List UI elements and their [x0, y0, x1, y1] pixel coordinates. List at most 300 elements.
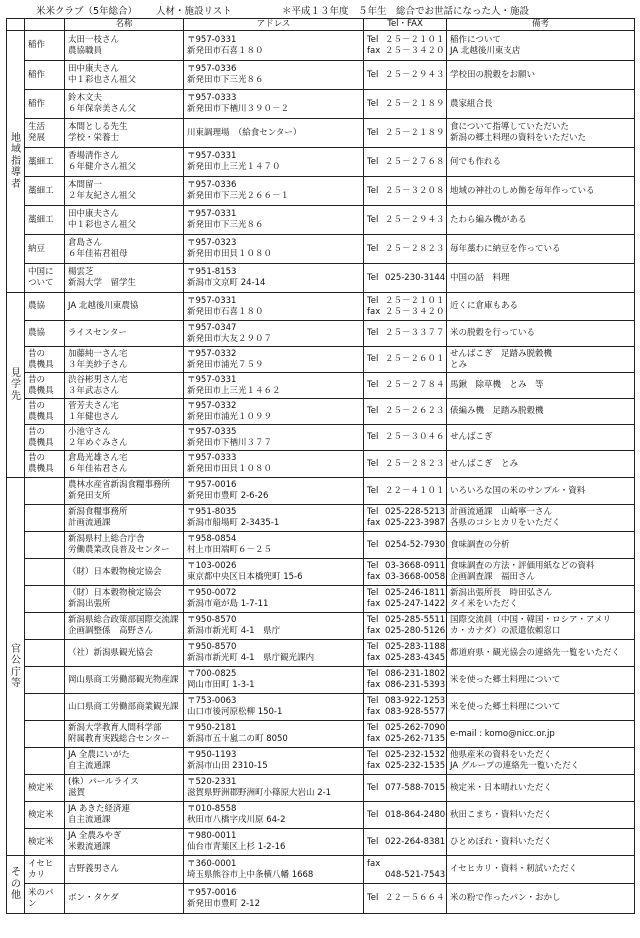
tel-prefix: Tel — [367, 380, 379, 391]
category-cell — [25, 31, 65, 61]
category-cell — [25, 884, 65, 914]
category-cell-line: 藁細工 — [28, 214, 54, 225]
header-note: ＊平成１３年度 ５年生 総合でお世話になった人・施設 — [282, 6, 530, 17]
address-cell-line: 〒951-8035 — [187, 507, 237, 518]
category-cell-line: 農機具 — [28, 464, 54, 474]
remarks-cell-line: 他県産米の資料をいただく — [450, 750, 553, 761]
category-cell — [25, 613, 65, 640]
fax-number: 025-280-5126 — [385, 626, 446, 636]
address-cell — [184, 802, 364, 829]
name-cell-line: JA 全農みやぎ — [68, 831, 122, 842]
fax-prefix: fax — [367, 761, 381, 771]
address-cell — [184, 148, 364, 177]
table-row — [7, 321, 635, 347]
tel-prefix: Tel — [367, 295, 379, 306]
address-cell — [184, 721, 364, 748]
category-cell — [25, 586, 65, 613]
name-cell — [65, 802, 184, 829]
category-cell — [25, 399, 65, 425]
category-cell-line: 昔の — [28, 453, 46, 464]
tel-fax-cell — [364, 264, 447, 293]
tel-number: 03-3668-0911 — [385, 561, 446, 572]
fax-number: 025-247-1422 — [385, 599, 446, 609]
address-cell — [184, 532, 364, 559]
address-cell-line: 東京都中央区日本橋兜町 15-6 — [187, 572, 303, 582]
name-cell-line: 学校・栄養士 — [68, 133, 120, 143]
name-cell-line: 附属教育実践総合センター — [68, 734, 170, 744]
fax-line — [367, 572, 446, 583]
address-cell — [184, 775, 364, 802]
tel-fax-cell — [364, 451, 447, 478]
category-cell-line: 発展 — [28, 133, 46, 143]
name-cell — [65, 694, 184, 721]
table-header-row — [7, 19, 635, 31]
name-cell — [65, 61, 184, 90]
remarks-cell-line: せんばこぎ — [450, 432, 493, 443]
name-cell-line: ３年美紗子さん — [68, 359, 128, 370]
address-cell-line: 〒753-0063 — [187, 696, 237, 707]
category-cell — [25, 640, 65, 667]
fax-number: 025-232-1535 — [385, 761, 446, 771]
remarks-cell — [447, 667, 635, 694]
address-cell — [184, 425, 364, 451]
category-cell-line: 農機具 — [28, 385, 54, 396]
category-cell — [25, 235, 65, 264]
fax-number: 025-283-4345 — [385, 653, 446, 663]
remarks-cell — [447, 293, 635, 321]
remarks-cell — [447, 399, 635, 425]
name-cell-line: 小池守さん — [68, 426, 111, 437]
category-cell — [25, 90, 65, 119]
col-header-name: 名称 — [65, 19, 184, 31]
tel-prefix: Tel — [367, 750, 379, 761]
remarks-cell-line: せんばこぎ とみ — [450, 458, 519, 469]
name-cell-line: 中１彩也さん祖父 — [68, 75, 137, 85]
fax-prefix: fax — [367, 734, 381, 744]
address-cell — [184, 347, 364, 373]
tel-fax-cell — [364, 425, 447, 451]
remarks-cell-line: ひとめぼれ・資料いただく — [450, 836, 553, 847]
tel-number: ２５－２７６８ — [385, 156, 445, 167]
tel-prefix: Tel — [367, 156, 379, 167]
tel-fax-cell — [364, 721, 447, 748]
address-cell — [184, 559, 364, 586]
fax-line — [367, 680, 446, 691]
group-label — [7, 478, 25, 856]
name-cell — [65, 399, 184, 425]
tel-line — [367, 296, 443, 307]
address-cell-line: 新潟市船場町 2-3435-1 — [187, 518, 280, 528]
remarks-cell — [447, 206, 635, 235]
remarks-cell — [447, 829, 635, 856]
remarks-cell — [447, 90, 635, 119]
name-cell-line: 菅芳夫さん宅 — [68, 400, 120, 411]
tel-prefix: Tel — [367, 69, 379, 80]
name-cell-line: １年健也さん — [68, 411, 120, 422]
address-cell — [184, 748, 364, 775]
fax-number: 083-928-5577 — [385, 707, 446, 717]
address-cell-line: 新発田市田貝１０８０ — [187, 249, 273, 259]
remarks-cell-line: いろいろな国の米のサンプル・資料 — [450, 485, 586, 496]
tel-fax-cell — [364, 613, 447, 640]
remarks-cell — [447, 425, 635, 451]
address-cell-line: 〒957-0333 — [187, 93, 237, 104]
tel-prefix: Tel — [367, 485, 379, 496]
remarks-cell — [447, 347, 635, 373]
tel-prefix: Tel — [367, 328, 379, 339]
tel-number: 022-264-8381 — [385, 836, 446, 847]
name-cell — [65, 721, 184, 748]
name-cell — [65, 586, 184, 613]
tel-number: ２２－４１０１ — [385, 485, 445, 496]
address-cell-line: 新潟市山田 2310-15 — [187, 761, 268, 771]
remarks-cell-line: 国際交流員（中国・韓国・ロシア・アメリ — [450, 615, 611, 626]
table-row — [7, 694, 635, 721]
tel-fax-cell — [364, 321, 447, 347]
address-cell — [184, 373, 364, 399]
name-cell-line: 自主流通課 — [68, 815, 111, 825]
category-cell-line: 昔の — [28, 400, 46, 411]
tel-fax-cell — [364, 206, 447, 235]
remarks-cell — [447, 321, 635, 347]
tel-line — [367, 539, 446, 551]
tel-prefix: fax — [367, 858, 381, 869]
tel-fax-cell — [364, 235, 447, 264]
tel-number: 077-588-7015 — [385, 782, 446, 793]
tel-line — [367, 669, 446, 680]
name-cell — [65, 478, 184, 505]
tel-line — [367, 507, 446, 518]
tel-prefix: Tel — [367, 642, 379, 653]
table-row — [7, 31, 635, 61]
table-row — [7, 586, 635, 613]
tel-prefix: Tel — [367, 432, 379, 443]
table-row — [7, 293, 635, 321]
tel-fax-cell — [364, 748, 447, 775]
tel-line — [367, 328, 443, 339]
name-cell — [65, 559, 184, 586]
category-cell — [25, 748, 65, 775]
tel-fax-cell — [364, 31, 447, 61]
address-cell-line: 〒957-0323 — [187, 238, 237, 249]
name-cell — [65, 90, 184, 119]
address-cell-line: 〒957-0331 — [187, 295, 237, 306]
tel-prefix: Tel — [367, 98, 379, 109]
category-cell — [25, 425, 65, 451]
tel-number: 025-230-3144 — [385, 272, 446, 283]
fax-prefix: fax — [367, 626, 381, 636]
remarks-cell-line: 米の脱穀を行っている — [450, 328, 536, 339]
remarks-cell-line: タイ米をいただく — [450, 599, 518, 609]
table-row — [7, 613, 635, 640]
category-cell — [25, 694, 65, 721]
name-cell — [65, 31, 184, 61]
table-row — [7, 148, 635, 177]
name-cell-line: ２年めぐみさん — [68, 437, 128, 448]
tel-line — [367, 696, 446, 707]
group-label — [7, 293, 25, 478]
name-cell-line: 企画調整係 高野さん — [68, 626, 154, 636]
tel-prefix: Tel — [367, 782, 379, 793]
address-cell-line: 〒520-2331 — [187, 777, 237, 788]
name-cell-line: ６年佳祐君さん — [68, 464, 128, 474]
address-cell-line: 〒951-8153 — [187, 267, 237, 278]
name-cell — [65, 148, 184, 177]
address-cell-line: 〒950-2181 — [187, 723, 237, 734]
group-label-text: その他 — [11, 867, 21, 902]
tel-prefix: Tel — [367, 272, 379, 283]
tel-number: ２５－２９４３ — [385, 214, 445, 225]
table-row — [7, 425, 635, 451]
remarks-cell — [447, 532, 635, 559]
tel-number: ２５－２６０１ — [385, 354, 445, 365]
tel-prefix: Tel — [367, 406, 379, 417]
tel-number: 025-246-1811 — [385, 588, 446, 599]
fax-prefix: fax — [367, 45, 381, 56]
fax-number: 025-262-7135 — [385, 734, 446, 744]
tel-number: ２２－５６６４ — [385, 893, 445, 904]
address-cell-line: 〒957-0016 — [187, 480, 237, 491]
tel-line — [367, 486, 443, 497]
name-cell-line: 香場清作さん — [68, 151, 120, 162]
tel-number: 025-285-5511 — [385, 615, 446, 626]
name-cell — [65, 532, 184, 559]
remarks-cell — [447, 61, 635, 90]
name-cell-line: 新潟食糧事務所 — [68, 507, 128, 518]
table-row — [7, 559, 635, 586]
address-cell — [184, 478, 364, 505]
address-cell-line: 岡山市田町 1-3-1 — [187, 680, 255, 690]
tel-fax-cell — [364, 884, 447, 914]
address-cell-line: 〒950-1193 — [187, 750, 237, 761]
remarks-cell-line: カ・カナダ）の派遣依頼窓口 — [450, 626, 561, 636]
tel-prefix: Tel — [367, 539, 379, 550]
name-cell-line: 加藤純一さん宅 — [68, 348, 128, 359]
category-cell-line: 検定米 — [28, 836, 54, 847]
address-cell-line: 〒957-0331 — [187, 374, 237, 385]
address-cell-line: 〒957-0331 — [187, 34, 237, 45]
remarks-cell — [447, 884, 635, 914]
name-cell-line: 新発田支所 — [68, 491, 111, 501]
address-cell-line: 新発田市大友２９０７ — [187, 333, 273, 344]
category-cell-line: 昔の — [28, 348, 46, 359]
table-body — [7, 31, 635, 914]
remarks-cell — [447, 640, 635, 667]
tel-number: 025-262-7090 — [385, 723, 446, 734]
table-row — [7, 90, 635, 119]
name-cell — [65, 206, 184, 235]
name-cell — [65, 293, 184, 321]
name-cell-line: ボン・タケダ — [68, 893, 119, 904]
fax-number: 03-3668-0058 — [385, 572, 446, 582]
name-cell-line: ６年佳祐君祖母 — [68, 249, 128, 259]
name-cell — [65, 373, 184, 399]
tel-fax-cell — [364, 90, 447, 119]
header-list-name: 人材・施設リスト — [156, 6, 232, 17]
name-cell-line: JA 北越後川東農協 — [68, 301, 139, 312]
tel-line — [367, 615, 446, 626]
table-row — [7, 856, 635, 884]
tel-number: ２５－２１０１ — [385, 295, 445, 306]
tel-number: ２５－２１８９ — [385, 98, 445, 109]
col-header-type — [25, 19, 65, 31]
remarks-cell-line: 都道府県・観光協会の連絡先一覧をいただく — [450, 647, 621, 658]
address-cell-line: 〒957-0332 — [187, 400, 237, 411]
remarks-cell — [447, 31, 635, 61]
address-cell-line: 新発田市豊町 2-12 — [187, 898, 260, 909]
address-cell — [184, 856, 364, 884]
table-row — [7, 264, 635, 293]
address-cell-line: 〒957-0347 — [187, 322, 237, 333]
table-row — [7, 451, 635, 478]
tel-line — [367, 782, 446, 794]
category-cell — [25, 721, 65, 748]
address-cell — [184, 119, 364, 148]
group-label-text: 見学先 — [11, 367, 21, 402]
remarks-cell — [447, 235, 635, 264]
tel-number: ２５－３０４６ — [385, 432, 445, 443]
name-cell-line: ６年健介さん祖父 — [68, 162, 137, 172]
remarks-cell — [447, 264, 635, 293]
category-cell — [25, 856, 65, 884]
fax-prefix: fax — [367, 572, 381, 582]
category-cell — [25, 119, 65, 148]
tel-line — [367, 893, 443, 904]
category-cell-line: 検定米 — [28, 782, 54, 793]
table-row — [7, 177, 635, 206]
tel-number: 025-283-1188 — [385, 642, 446, 653]
name-cell-line: ２年友紀さん祖父 — [68, 191, 137, 201]
remarks-cell-line: 米の粉で作ったパン・おかし — [450, 893, 561, 904]
remarks-cell-line: 米を使った郷土料理について — [450, 701, 561, 712]
remarks-cell — [447, 505, 635, 532]
category-cell — [25, 505, 65, 532]
name-cell-line: 新潟出張所 — [68, 599, 111, 609]
remarks-cell — [447, 478, 635, 505]
tel-number: ２５－２７８４ — [385, 380, 445, 391]
tel-line — [367, 406, 443, 417]
name-cell-line: 中１彩也さん祖父 — [68, 220, 137, 230]
address-cell-line: 新発田市石喜１８０ — [187, 306, 264, 317]
category-cell — [25, 775, 65, 802]
address-cell-line: 仙台市青葉区上杉 1-2-16 — [187, 842, 286, 852]
address-cell — [184, 31, 364, 61]
address-cell-line: 〒980-0011 — [187, 831, 237, 842]
address-cell-line: 川東調理場 （給食センター） — [187, 127, 302, 138]
address-cell-line: 山口市後河原松柳 150-1 — [187, 707, 283, 717]
tel-prefix: Tel — [367, 243, 379, 254]
remarks-cell — [447, 856, 635, 884]
tel-number: ２５－２８２３ — [385, 243, 445, 254]
name-cell-line: （財）日本穀物検定協会 — [68, 588, 162, 599]
remarks-cell-line: イセヒカリ・資料・籾試いただく — [450, 864, 578, 875]
category-cell-line: 農機具 — [28, 437, 54, 448]
name-cell-line: 新潟大学教育人間科学部 — [68, 723, 162, 734]
remarks-cell-line: 食味調査の方法・評価用紙などの資料 — [450, 561, 595, 572]
remarks-cell-line: JA グループの連絡先一覧いただく — [450, 761, 580, 771]
category-cell — [25, 177, 65, 206]
category-cell-line: 納豆 — [28, 243, 46, 254]
address-cell-line: 新発田市浦光７５９ — [187, 359, 264, 370]
name-cell-line: JA あきた経済連 — [68, 804, 130, 815]
remarks-cell-line: 企画調査課 福田さん — [450, 572, 536, 582]
table-row — [7, 373, 635, 399]
tel-fax-cell — [364, 347, 447, 373]
address-cell — [184, 177, 364, 206]
tel-line — [367, 35, 443, 46]
fax-prefix: fax — [367, 707, 381, 717]
category-cell — [25, 829, 65, 856]
table-row — [7, 478, 635, 505]
remarks-cell — [447, 613, 635, 640]
remarks-cell-line: 馬鍬 除草機 とみ 等 — [450, 380, 544, 391]
category-cell-line: 藁細工 — [28, 156, 54, 167]
address-cell-line: 新発田市石喜１８０ — [187, 45, 264, 56]
fax-prefix: fax — [367, 653, 381, 663]
address-cell — [184, 264, 364, 293]
tel-line — [367, 128, 443, 139]
tel-line — [367, 70, 443, 81]
address-cell-line: 滋賀県野洲郡野洲町小篠原大岩山 2-1 — [187, 788, 332, 798]
tel-line — [367, 272, 446, 284]
header-title: 米米クラブ（5年総合） — [36, 6, 138, 17]
fax-line — [367, 761, 446, 772]
address-cell-line: 新発田市上三光１４６２ — [187, 385, 281, 396]
category-cell — [25, 293, 65, 321]
fax-number: 048-521-7543 — [385, 869, 446, 880]
remarks-cell — [447, 748, 635, 775]
category-cell — [25, 532, 65, 559]
tel-line — [367, 432, 443, 443]
col-header-address: アドレス — [184, 19, 364, 31]
address-cell-line: 埼玉県熊谷市上中条横八幡 1668 — [187, 869, 314, 880]
table-row — [7, 667, 635, 694]
name-cell-line: 倉島さん — [68, 238, 103, 249]
fax-number: ２５－３４２０ — [385, 306, 445, 317]
table-row — [7, 775, 635, 802]
tel-fax-cell — [364, 177, 447, 206]
address-cell — [184, 586, 364, 613]
remarks-cell-line: e-mail : komo@nicc.or.jp — [450, 728, 555, 739]
address-cell-line: 〒957-0332 — [187, 348, 237, 359]
address-cell — [184, 206, 364, 235]
table-row — [7, 61, 635, 90]
group-label-text: 地域指導者 — [11, 132, 21, 190]
tel-fax-cell — [364, 640, 447, 667]
name-cell — [65, 235, 184, 264]
name-cell — [65, 856, 184, 884]
address-cell — [184, 321, 364, 347]
address-cell-line: 新発田市下三光８６ — [187, 75, 264, 85]
tel-number: ２５－２８２３ — [385, 458, 445, 469]
address-cell-line: 新潟市竜が島 1-7-11 — [187, 599, 269, 609]
resource-table — [6, 18, 635, 914]
name-cell-line: 吉野義男さん — [68, 864, 120, 875]
table-row — [7, 884, 635, 914]
tel-prefix: Tel — [367, 561, 379, 572]
category-cell — [25, 802, 65, 829]
fax-line — [367, 307, 443, 318]
tel-number: ２５－２６２３ — [385, 406, 445, 417]
remarks-cell-line: 俵編み機 足踏み脱穀機 — [450, 406, 544, 417]
category-cell-line: 農協 — [28, 301, 46, 312]
tel-prefix: Tel — [367, 723, 379, 734]
fax-number: 086-231-5393 — [385, 680, 446, 690]
tel-number: 025-232-1532 — [385, 750, 446, 761]
name-cell-line: 労働農業改良普及センター — [68, 545, 170, 555]
address-cell-line: 〒700-0825 — [187, 669, 237, 680]
remarks-cell-line: たわら編み機がある — [450, 214, 527, 225]
